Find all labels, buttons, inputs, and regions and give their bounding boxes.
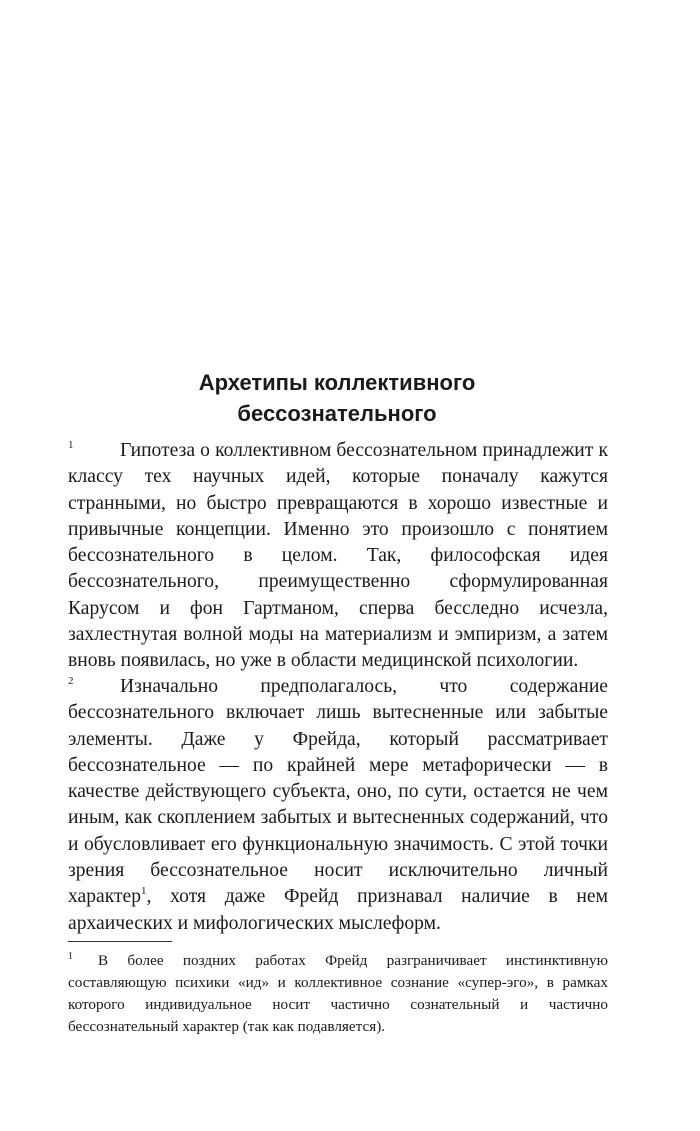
footnote (68, 950, 608, 1038)
chapter-title (0, 367, 674, 429)
paragraph-text (68, 674, 608, 937)
paragraph-2 (68, 674, 608, 937)
footnote-divider (68, 941, 172, 942)
chapter-title-line-2: бессознательного (237, 400, 437, 426)
footnote-number: 1 (68, 951, 73, 962)
paragraph-text: Гипотеза о коллективном бессознательном принадлежит к классу тех научных идей, которые поначалу кажутся странными, но быстро превращаются в хорошо известные и привычные концепции. Именно это произошло с понятием бессознательного в целом. Так, философская идея бессознательного, преимущественно сформулированная Карусом и фон Гартманом, сперва бесследно исчезла, захлестнутая волной моды на материализм и эмпиризм, а затем вновь появилась, но уже в области медицинской психологии. (68, 440, 608, 672)
chapter-title-line-1: Архетипы коллективного (198, 369, 476, 395)
paragraph-text-part-2: , хотя даже Фрейд признавал наличие в нем архаических и мифологических мыслеформ. (68, 886, 608, 934)
footnote-reference[interactable]: 1 (141, 885, 147, 898)
paragraph-text-part-1: Изначально предполагалось, что содержание бессознательного включает лишь вытесненные или забытые элементы. Даже у Фрейда, который рассматривает бессознательное — по крайней мере метафорически — в качестве действующего субъекта, оно, по сути, остается не чем иным, как скоплением забытых и вытесненных содержаний, что и обусловливает его функциональную значимость. С этой точки зрения бессознательное носит исключительно личный характер (68, 676, 608, 908)
paragraph-number: 1 (68, 439, 74, 451)
paragraph-1 (68, 438, 608, 675)
footnote-text: В более поздних работах Фрейд разграничивает инстинктивную составляющую психики «ид» и коллективное сознание «супер-эго», в рамках которого индивидуальное носит частично сознательный и частично бессознательный характер (так как подавляется). (68, 952, 608, 1035)
paragraph-number: 2 (68, 675, 74, 687)
